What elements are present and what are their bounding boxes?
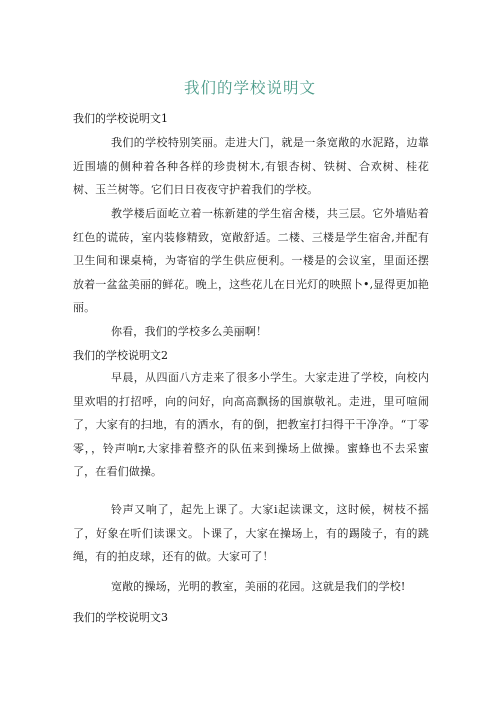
paragraph-2-3: 宽敞的操场，光明的教室，美丽的花园。这就是我们的学校! bbox=[111, 580, 406, 593]
section-heading-3: 我们的学校说明文3 bbox=[73, 611, 168, 624]
paragraph-1-1: 我们的学校特别笑丽。走进大门，就是一条宽敞的水泥路，边靠近围墙的侧种着各种各样的珍贵树木,有银杏树、铁树、合欢树、桂花树、玉兰树等。它们日日夜夜守护着我们的学校。 bbox=[73, 136, 429, 196]
document-title: 我们的学校说明文 bbox=[183, 79, 316, 97]
paragraph-1-3: 你看，我们的学校多么美丽啊！ bbox=[111, 325, 268, 338]
paragraph-2-1: 早晨，从四面八方走来了很多小学生。大家走进了学校，向校内里欢唱的打招呼，向的问好，向高高飘扬的国旗敬礼。走进，里可喧闹了，大家有的扫地，有的洒水，有的倒，把教室打扫得干干净净。“丁零零，，铃声响r,大家排着整齐的队伍来到操场上做操。蜜蜂也不去采蜜了，在看们做操。 bbox=[73, 371, 429, 478]
section-heading-1: 我们的学校说明文1 bbox=[73, 112, 168, 125]
paragraph-1-2: 教学楼后面屹立着一栋新建的学生宿舍楼，共三层。它外墙贴着红色的谎砖，室内装修精致，宽敞舒适。二楼、三楼是学生宿舍,并配有卫生间和课桌椅，为寄宿的学生供应便利。一楼是的会议室，里面还摆放着一盆盆美丽的鲜花。晚上，这些花儿在日光灯的映照卜•,显得更加艳丽。 bbox=[73, 207, 429, 314]
section-heading-2: 我们的学校说明文2 bbox=[73, 349, 168, 362]
paragraph-2-2: 铃声又响了，起先上课了。大家i起读课文，这时候，树枝不摇了，好象在听们读课文。卜课了，大家在操场上，有的踢陵子，有的跳绳，有的拍皮球，还有的做。大家可了！ bbox=[73, 503, 429, 563]
